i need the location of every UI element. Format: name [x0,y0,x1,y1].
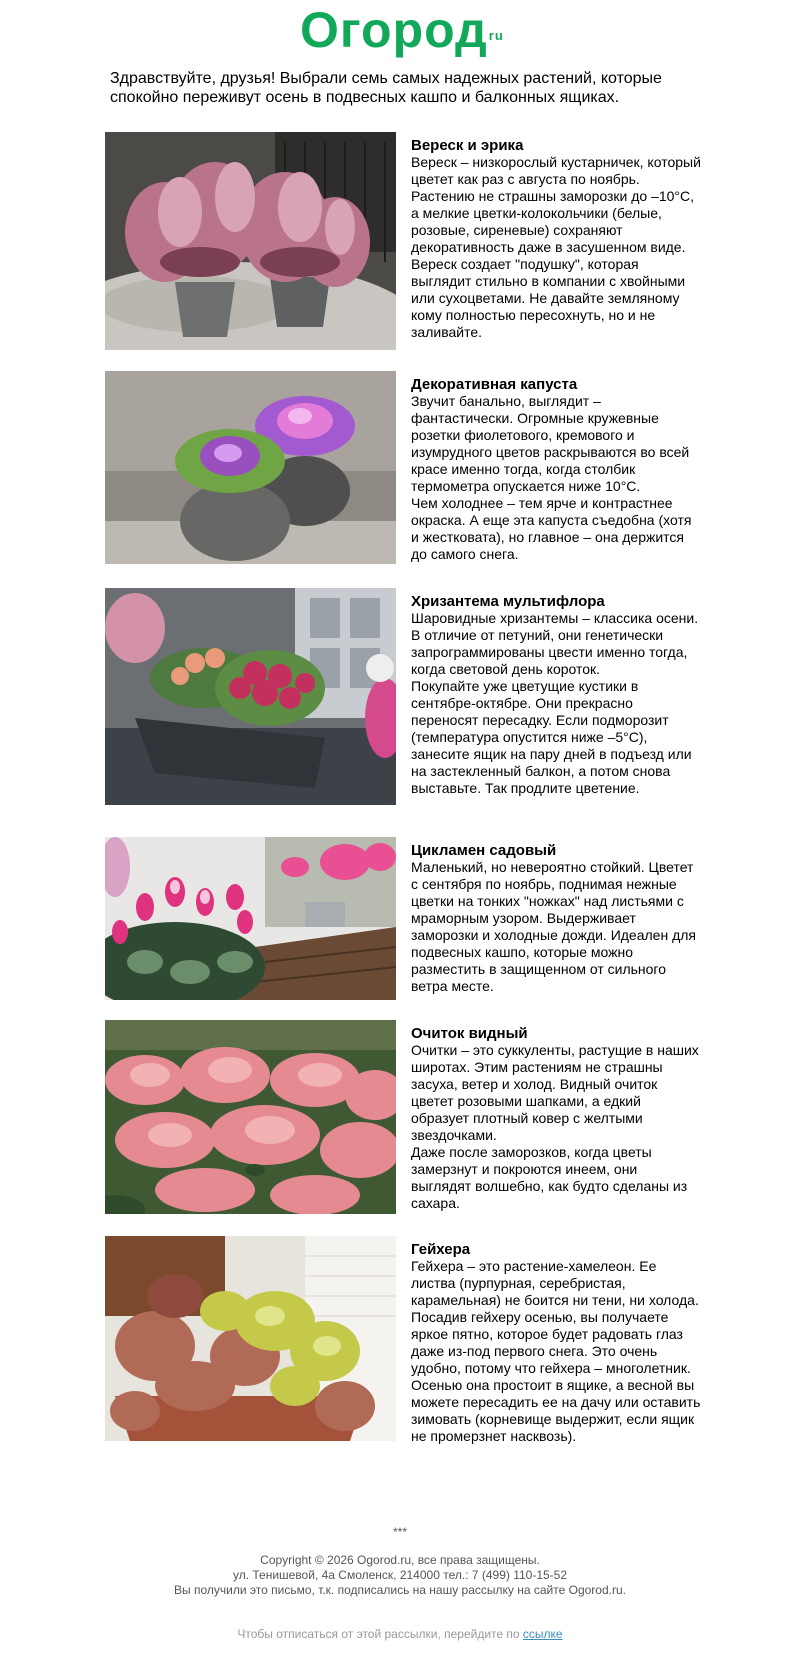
cabbage-paragraph-1: Звучит банально, выглядит – фантастически. Огромные кружевные розетки фиолетового, кремового и изумрудного цветов раскрываются во всей красе именно тогда, когда столбик термометра опускается ниже 10°C. [411,393,690,494]
sedum-image [105,1020,396,1214]
cabbage-photo[interactable] [105,371,396,564]
heuchera-description [411,1241,701,1445]
heather-image [105,132,396,350]
cyclamen-title: Цикламен садовый [411,842,557,859]
chrysanthemum-description [411,593,701,797]
unsubscribe-text: Чтобы отписаться от этой рассылки, перейдите по [237,1627,523,1641]
heuchera-paragraph-1: Гейхера – это растение-хамелеон. Ее листва (пурпурная, серебристая, карамельная) не боится ни тени, ни холода. Посадив гейхеру осенью, вы получаете яркое пятно, которое будет радовать глаз даже из-под первого снега. Это очень удобно, потому что гейхера – многолетник. Осенью она простоит в ящике, а весной вы можете пересадить ее на дачу или оставить зимовать (корневище выдержит, если ящик не промерзнет насквозь). [411,1258,701,1444]
heather-description [411,137,701,341]
heather-paragraph-2: Вереск создает "подушку", которая выглядит стильно в компании с хвойными или сухоцветами. Не давайте земляному кому полностью пересохнуть, но и не заливайте. [411,256,686,340]
cabbage-image [105,371,396,564]
intro-text: Здравствуйте, друзья! Выбрали семь самых надежных растений, которые спокойно переживут осень в подвесных кашпо и балконных ящиках. [110,70,662,106]
cabbage-paragraph-2: Чем холоднее – тем ярче и контрастнее окраска. А еще эта капуста съедобна (хотя и жестковата), но главное – она держится до самого снега. [411,495,692,562]
sedum-photo[interactable] [105,1020,396,1214]
chrysanthemum-photo[interactable] [105,588,396,805]
heather-paragraph-1: Вереск – низкорослый кустарничек, который цветет как раз с августа по ноябрь. Растению не страшны заморозки до –10°C, а мелкие цветки-колокольчики (белые, розовые, сиреневые) сохраняют декоративность даже в засушенном виде. [411,154,701,255]
chrysanthemum-title: Хризантема мультифлора [411,593,605,610]
cabbage-title: Декоративная капуста [411,376,578,393]
cabbage-description [411,376,701,563]
sedum-paragraph-2: Даже после заморозков, когда цветы замерзнут и покроются инеем, они выглядят волшебно, как будто сделаны из сахара. [411,1144,688,1211]
heuchera-title: Гейхера [411,1241,471,1258]
footer-subscription-reason: Вы получили это письмо, т.к. подписались на нашу рассылку на сайте Ogorod.ru. [174,1583,626,1597]
sedum-paragraph-1: Очитки – это суккуленты, растущие в наших широтах. Этим растениям не страшны засуха, ветер и холод. Видный очиток цветет розовыми шапками, а едкий образует плотный ковер с желтыми звездочками. [411,1042,699,1143]
heather-photo[interactable] [105,132,396,350]
sedum-description [411,1025,701,1212]
footer-unsubscribe [0,1627,800,1642]
heather-title: Вереск и эрика [411,137,524,154]
footer-copyright: Copyright © 2026 Ogorod.ru, все права защищены. [260,1553,540,1567]
chrysanthemum-paragraph-1: Шаровидные хризантемы – классика осени. В отличие от петуний, они генетически запрограммированы цвести именно тогда, когда световой день короток. [411,610,699,677]
logo-suffix: ru [488,28,504,43]
cyclamen-description [411,842,701,995]
heuchera-photo[interactable] [105,1236,396,1454]
logo-text: Огород [300,2,488,58]
cyclamen-paragraph-1: Маленький, но невероятно стойкий. Цветет с сентября по ноябрь, поднимая нежные цветки на тонких "ножках" над листьями с мраморным узором. Выдерживает заморозки и холодные дожди. Идеален для подвесных кашпо, которые можно разместить в защищенном от сильного ветра месте. [411,859,696,994]
ogorod-logo[interactable] [300,2,504,58]
footer-separator: *** [392,1525,407,1539]
chrysanthemum-paragraph-2: Покупайте уже цветущие кустики в сентябре-октябре. Они прекрасно переносят пересадку. Если подморозит (температура опустится ниже –5°C), занесите ящик на пару дней в подъезд или на застекленный балкон, а потом снова выставьте. Так продлите цветение. [411,678,692,796]
heuchera-image [105,1236,396,1454]
footer-address: ул. Тенишевой, 4а Смоленск, 214000 тел.: 7 (499) 110-15-52 [232,1568,568,1582]
sedum-title: Очиток видный [411,1025,528,1042]
chrysanthemum-image [105,588,396,805]
cyclamen-image [105,837,396,1000]
unsubscribe-link[interactable]: ссылке [522,1627,563,1641]
cyclamen-photo[interactable] [105,837,396,1000]
